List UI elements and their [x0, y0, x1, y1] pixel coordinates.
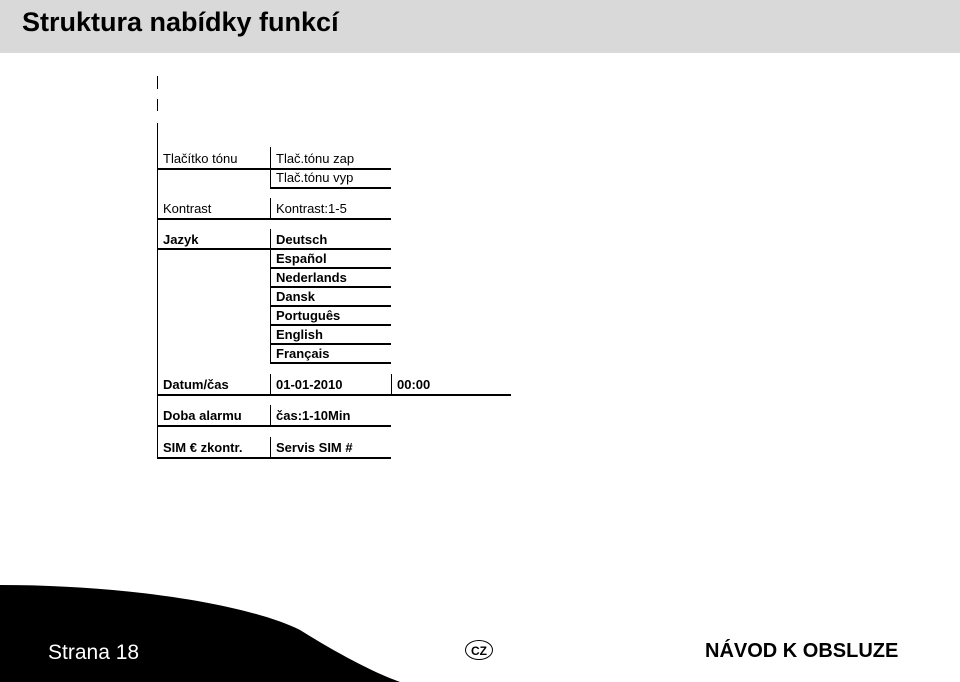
- language-option-portugues: Português: [276, 308, 341, 323]
- language-row-line-6: [270, 343, 391, 345]
- sim-divider: [270, 437, 271, 459]
- language-option-espanol: Español: [276, 251, 327, 266]
- language-option-deutsch: Deutsch: [276, 232, 328, 247]
- page-header: [0, 0, 960, 53]
- language-option-dansk: Dansk: [276, 289, 316, 304]
- datetime-time-value: 00:00: [397, 377, 431, 392]
- alarm-divider: [270, 405, 271, 427]
- language-option-francais: Français: [276, 346, 330, 361]
- language-left-underline: [158, 248, 270, 250]
- menu-label-datetime: Datum/čas: [163, 377, 229, 392]
- menu-label-contrast: Kontrast: [163, 201, 212, 216]
- page-number: Strana 18: [48, 641, 140, 664]
- sim-option: Servis SIM #: [276, 440, 353, 455]
- contrast-underline: [158, 218, 391, 220]
- alarm-option: čas:1-10Min: [276, 408, 351, 423]
- language-row-line-5: [270, 324, 391, 326]
- language-badge: CZ: [465, 640, 493, 660]
- tone-separator-left: [158, 168, 270, 170]
- tone-option-on: Tlač.tónu zap: [276, 151, 355, 166]
- language-option-nederlands: Nederlands: [276, 270, 347, 285]
- language-row-line-3: [270, 286, 391, 288]
- contrast-option: Kontrast:1-5: [276, 201, 347, 216]
- sim-underline: [158, 457, 391, 459]
- datetime-divider-2: [391, 374, 392, 396]
- tree-trunk: [157, 123, 158, 459]
- language-option-english: English: [276, 327, 323, 342]
- datetime-underline: [158, 394, 511, 396]
- menu-label-tone: Tlačítko tónu: [163, 151, 238, 166]
- footer-swoosh: [0, 585, 960, 682]
- menu-label-sim: SIM € zkontr.: [163, 440, 243, 455]
- datetime-divider-1: [270, 374, 271, 396]
- tone-option-off: Tlač.tónu vyp: [276, 170, 354, 185]
- datetime-date-value: 01-01-2010: [276, 377, 343, 392]
- language-row-line-2: [270, 267, 391, 269]
- language-row-line-1: [270, 248, 391, 250]
- menu-label-language: Jazyk: [163, 232, 199, 247]
- language-row-line-7: [270, 362, 391, 364]
- tree-stub-top-2: [157, 99, 158, 111]
- tree-stub-top-1: [157, 76, 158, 89]
- page-title: Struktura nabídky funkcí: [22, 7, 339, 37]
- contrast-divider: [270, 198, 271, 220]
- tone-underline: [270, 187, 391, 189]
- manual-title: NÁVOD K OBSLUZE: [705, 640, 899, 662]
- language-row-line-4: [270, 305, 391, 307]
- alarm-underline: [158, 425, 391, 427]
- menu-label-alarm: Doba alarmu: [163, 408, 242, 423]
